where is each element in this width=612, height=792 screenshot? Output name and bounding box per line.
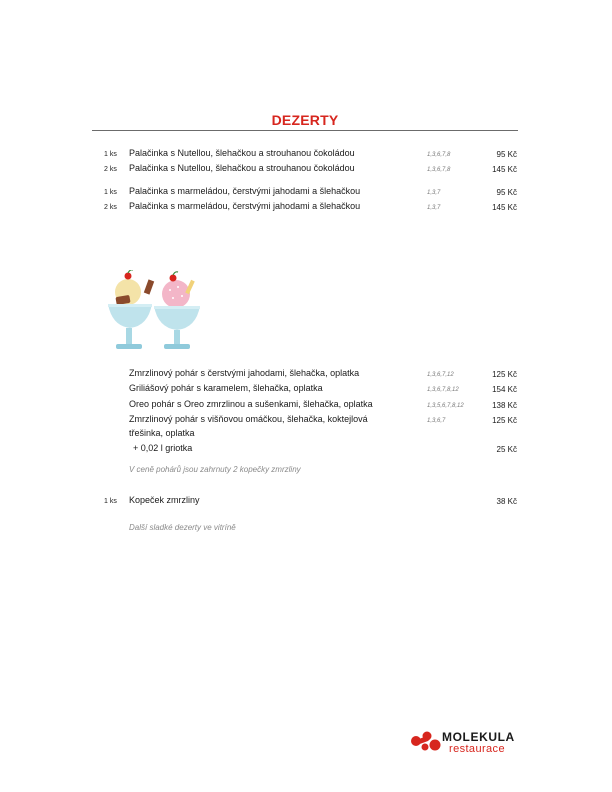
item-price: 125 Kč [492, 370, 517, 379]
logo-subtext: restaurace [449, 743, 505, 755]
item-name: Zmrzlinový pohár s višňovou omáčkou, šlehačka, koktejlová [129, 414, 368, 424]
item-price: 38 Kč [496, 497, 517, 506]
item-name: Palačinka s marmeládou, čerstvými jahodami a šlehačkou [129, 201, 361, 211]
item-price: 138 Kč [492, 401, 517, 410]
bottom-note: Další sladké dezerty ve vitríně [129, 523, 236, 532]
title-divider [92, 130, 518, 131]
addon-name: + 0,02 l griotka [133, 443, 193, 453]
item-price: 145 Kč [492, 203, 517, 212]
item-name: Palačinka s marmeládou, čerstvými jahodami a šlehačkou [129, 186, 361, 196]
item-price: 95 Kč [496, 188, 517, 197]
item-name: Palačinka s Nutellou, šlehačkou a strouhanou čokoládou [129, 163, 355, 173]
item-price: 145 Kč [492, 165, 517, 174]
item-allergens: 1,3,6,7,12 [427, 372, 454, 378]
item-quantity: 1 ks [104, 498, 117, 505]
item-name: Zmrzlinový pohár s čerstvými jahodami, šlehačka, oplatka [129, 368, 360, 378]
item-price: 125 Kč [492, 416, 517, 425]
item-price: 154 Kč [492, 385, 517, 394]
item-allergens: 1,3,7 [427, 190, 441, 196]
cups-note: V ceně pohárů jsou zahrnuty 2 kopečky zmrzliny [129, 465, 301, 474]
item-price: 95 Kč [496, 150, 517, 159]
ice-cream-sundae-icon [104, 270, 208, 354]
item-quantity: 2 ks [104, 204, 117, 211]
item-quantity: 1 ks [104, 151, 117, 158]
page-title: DEZERTY [271, 112, 339, 128]
item-allergens: 1,3,6,7,8 [427, 167, 451, 173]
item-allergens: 1,3,6,7 [427, 418, 446, 424]
item-quantity: 2 ks [104, 166, 117, 173]
item-name: Oreo pohár s Oreo zmrzlinou a sušenkami, šlehačka, oplatka [129, 399, 373, 409]
item-name: Griliášový pohár s karamelem, šlehačka, oplatka [129, 383, 323, 393]
item-name: Palačinka s Nutellou, šlehačkou a strouhanou čokoládou [129, 148, 355, 158]
item-allergens: 1,3,5,6,7,8,12 [427, 403, 464, 409]
item-allergens: 1,3,7 [427, 205, 441, 211]
item-quantity: 1 ks [104, 189, 117, 196]
item-name-line2: třešinka, oplatka [129, 428, 195, 438]
logo-text: MOLEKULA [442, 730, 515, 744]
item-allergens: 1,3,6,7,8 [427, 152, 451, 158]
item-name: Kopeček zmrzliny [129, 495, 200, 505]
item-allergens: 1,3,6,7,8,12 [427, 387, 459, 393]
addon-price: 25 Kč [496, 445, 517, 454]
